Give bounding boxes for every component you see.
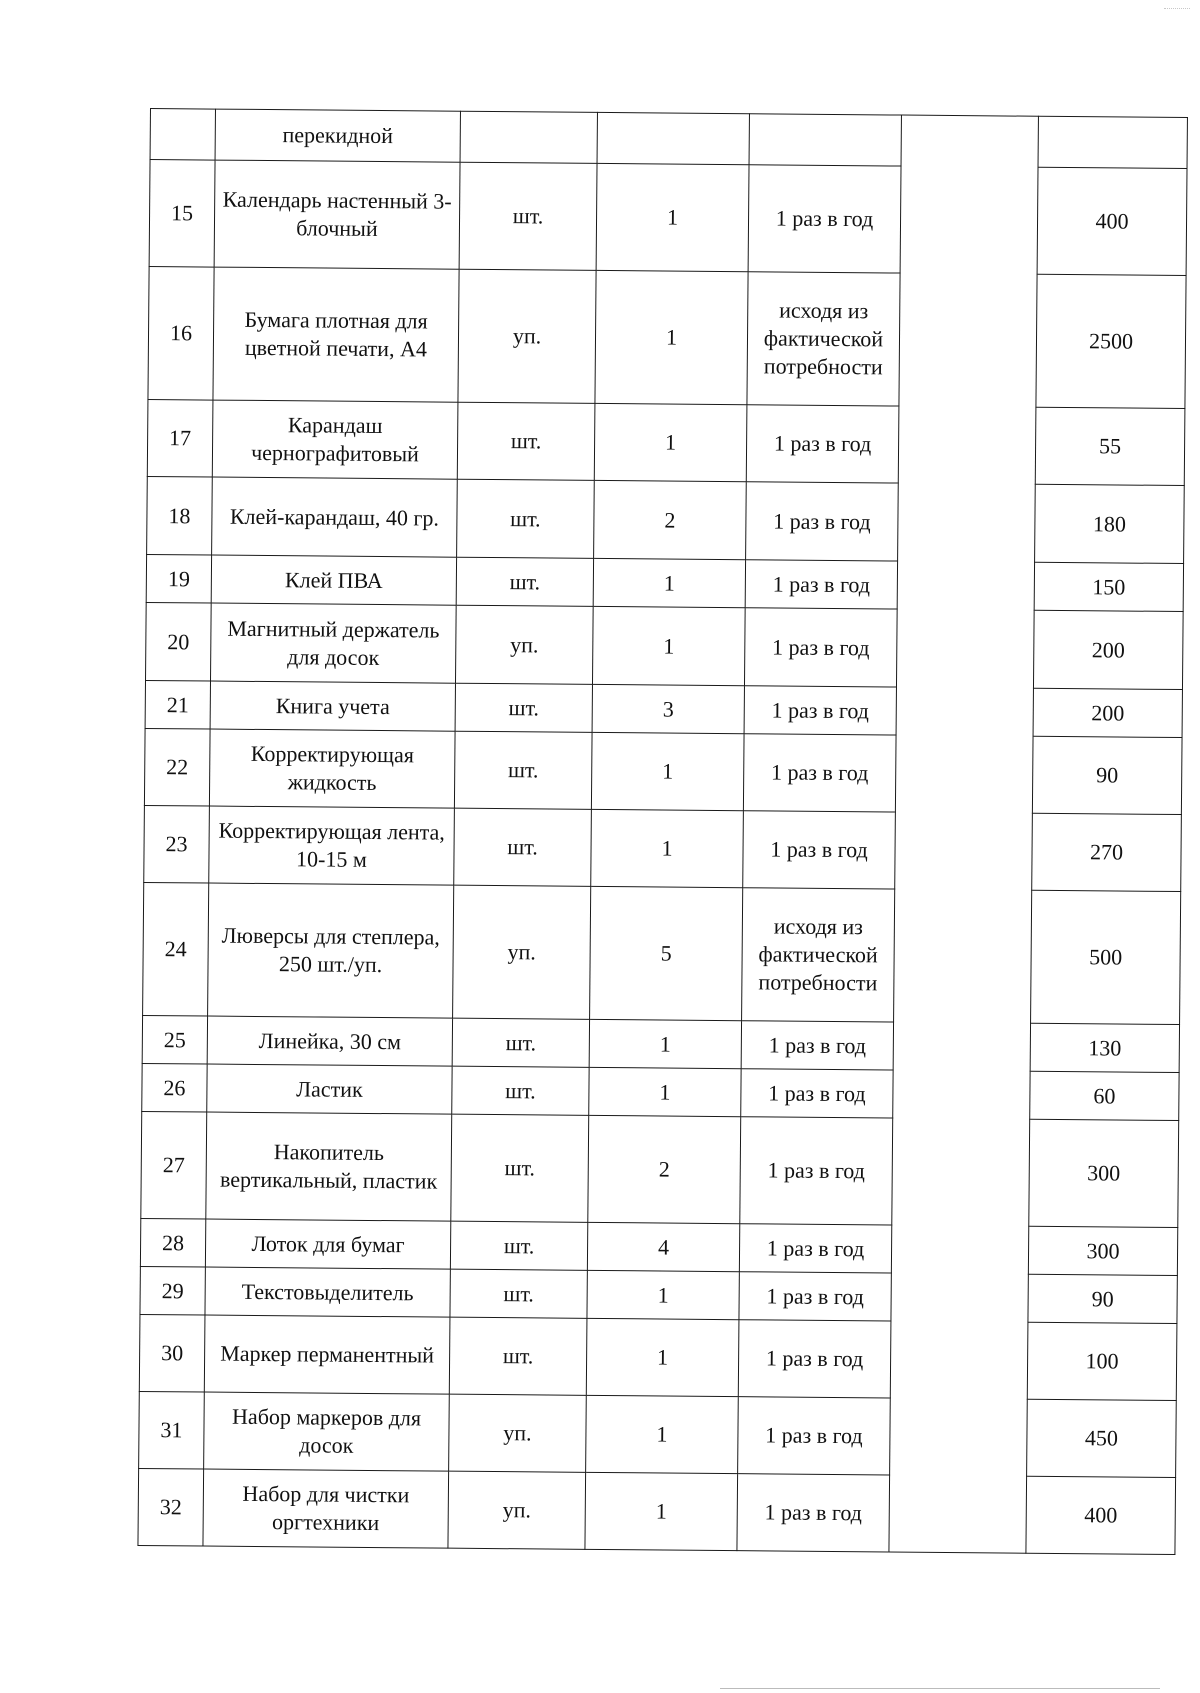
cell-price: 55 [1035,407,1185,485]
cell-item-name: Набор для чистки оргтехники [203,1469,449,1548]
cell-price: 200 [1033,610,1183,689]
cell-item-name: Лоток для бумаг [205,1219,450,1269]
cell-quantity: 2 [594,480,747,559]
cell-quantity: 1 [591,809,744,887]
cell-number: 21 [145,680,210,729]
cell-frequency [749,114,901,166]
cell-item-name: Маркер перманентный [204,1315,450,1394]
cell-unit: шт. [451,1114,589,1222]
cell-price: 2500 [1036,274,1186,408]
scan-artifact [1164,0,1190,9]
cell-number: 20 [146,602,212,681]
cell-unit: уп. [458,269,596,403]
cell-price: 500 [1031,890,1181,1024]
cell-number: 17 [147,399,213,477]
cell-number: 25 [142,1015,207,1064]
cell-item-name: перекидной [215,109,460,162]
cell-number: 32 [138,1468,204,1546]
cell-price: 300 [1028,1226,1177,1275]
page-bottom-rule [720,1688,1160,1689]
cell-item-name: Текстовыделитель [205,1267,450,1317]
cell-frequency: 1 раз в год [746,482,899,561]
cell-quantity [597,112,749,164]
cell-unit: уп. [448,1471,586,1549]
cell-unit: шт. [450,1221,587,1270]
cell-quantity: 2 [588,1115,741,1223]
cell-quantity: 1 [589,1067,741,1116]
cell-unit: шт. [450,1269,587,1318]
cell-price: 300 [1029,1119,1179,1227]
cell-quantity: 3 [592,684,744,733]
cell-item-name: Клей ПВА [211,555,456,605]
cell-price: 130 [1030,1023,1179,1072]
cell-price: 90 [1028,1274,1177,1323]
cell-frequency: 1 раз в год [743,734,896,812]
cell-frequency: 1 раз в год [746,405,899,483]
cell-unit: шт. [452,1018,589,1067]
table-row-continuation [150,109,1187,169]
cell-item-name: Бумага плотная для цветной печати, А4 [213,267,459,402]
cell-unit: шт. [454,731,592,809]
cell-quantity: 1 [593,558,745,607]
cell-frequency: 1 раз в год [737,1474,890,1552]
cell-unit: уп. [453,885,591,1019]
cell-unit: шт. [459,162,597,270]
cell-number: 30 [139,1314,205,1392]
cell-number [150,109,215,161]
cell-frequency: исходя из фактической потребности [742,888,895,1022]
cell-number: 19 [146,554,211,603]
cell-quantity: 1 [589,1019,741,1068]
cell-number: 29 [140,1266,205,1315]
cell-item-name: Ластик [207,1064,452,1114]
cell-price: 400 [1037,167,1187,275]
cell-quantity: 1 [586,1395,739,1473]
cell-item-name: Магнитный держатель для досок [211,603,457,683]
cell-number: 31 [139,1391,205,1469]
cell-item-name: Календарь настенный 3-блочный [214,160,460,269]
merged-blank-column [889,115,1039,1553]
cell-quantity: 1 [595,270,748,404]
cell-item-name: Набор маркеров для досок [204,1392,450,1471]
cell-unit: шт. [457,479,595,558]
cell-quantity: 1 [591,732,744,810]
cell-price: 90 [1032,736,1182,814]
cell-price: 100 [1027,1322,1177,1400]
supply-norms-table [137,108,1188,1555]
cell-item-name: Корректирующая лента, 10-15 м [209,806,455,885]
cell-number: 23 [144,805,210,883]
cell-unit: шт. [452,1066,589,1115]
cell-price: 270 [1032,813,1182,891]
cell-price [1038,116,1187,168]
cell-frequency: 1 раз в год [748,165,901,273]
cell-unit: шт. [456,557,593,606]
cell-frequency: 1 раз в год [738,1320,891,1398]
cell-item-name: Клей-карандаш, 40 гр. [212,477,458,557]
cell-frequency: 1 раз в год [739,1272,891,1321]
cell-item-name: Книга учета [210,681,455,731]
cell-item-name: Линейка, 30 см [207,1016,452,1066]
cell-frequency: исходя из фактической потребности [747,272,900,406]
cell-number: 18 [147,476,213,555]
cell-quantity: 1 [592,606,745,685]
cell-item-name: Накопитель вертикальный, пластик [206,1112,452,1221]
cell-number: 27 [141,1111,207,1219]
cell-unit: шт. [457,402,595,480]
cell-item-name: Карандаш чернографитовый [212,400,458,479]
cell-frequency: 1 раз в год [741,1021,893,1070]
cell-item-name: Корректирующая жидкость [209,729,455,808]
cell-unit [460,111,597,163]
cell-price: 200 [1033,688,1182,737]
cell-quantity: 1 [596,163,749,271]
cell-frequency: 1 раз в год [745,560,897,609]
cell-frequency: 1 раз в год [739,1224,891,1273]
cell-number: 24 [143,882,209,1016]
cell-frequency: 1 раз в год [741,1069,893,1118]
cell-quantity: 1 [587,1270,739,1319]
cell-number: 16 [148,266,214,400]
cell-frequency: 1 раз в год [743,811,896,889]
cell-unit: шт. [454,808,592,886]
cell-price: 450 [1027,1399,1177,1477]
cell-number: 22 [144,728,210,806]
cell-quantity: 4 [587,1222,739,1271]
cell-item-name: Люверсы для степлера, 250 шт./уп. [208,883,454,1018]
table-body [138,109,1188,1555]
cell-quantity: 1 [586,1318,739,1396]
cell-quantity: 5 [590,886,743,1020]
cell-frequency: 1 раз в год [744,686,896,735]
cell-number: 15 [149,160,215,268]
cell-quantity: 1 [585,1472,738,1550]
cell-frequency: 1 раз в год [744,608,897,687]
cell-quantity: 1 [594,403,747,481]
cell-unit: шт. [449,1317,587,1395]
cell-price: 400 [1026,1476,1176,1554]
cell-frequency: 1 раз в год [738,1397,891,1475]
cell-number: 26 [142,1063,207,1112]
cell-price: 150 [1034,562,1183,611]
cell-number: 28 [140,1218,205,1267]
cell-unit: уп. [449,1394,587,1472]
cell-unit: уп. [455,605,593,684]
cell-price: 180 [1035,484,1185,563]
cell-frequency: 1 раз в год [740,1117,893,1225]
cell-unit: шт. [455,683,592,732]
cell-price: 60 [1030,1071,1179,1120]
